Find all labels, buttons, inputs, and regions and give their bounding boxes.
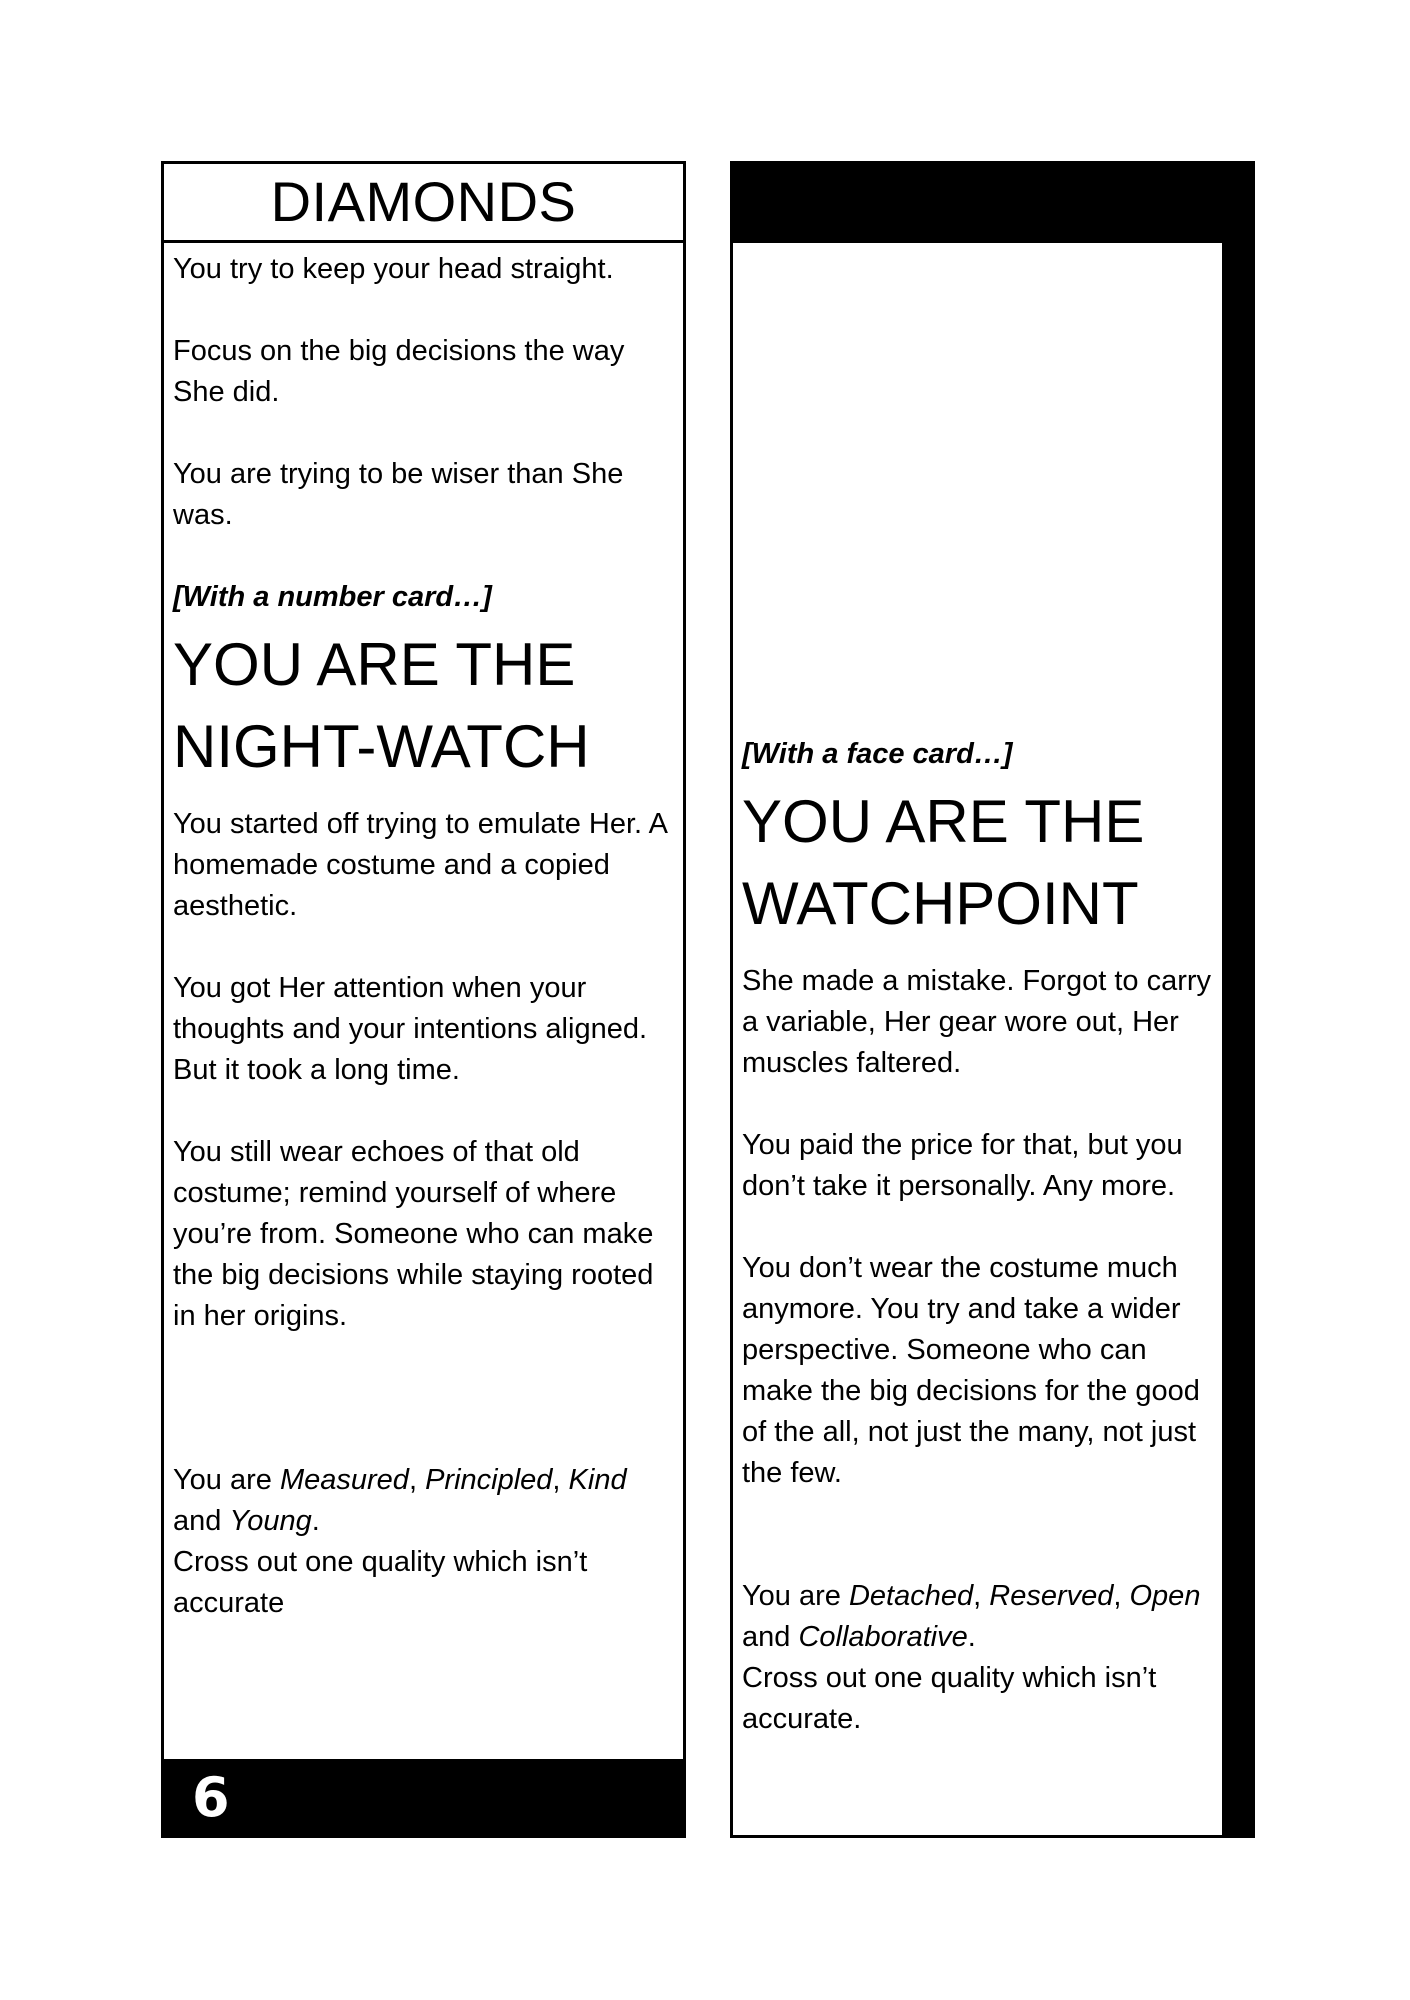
separator: ,: [1113, 1580, 1130, 1612]
diamonds-card: [161, 161, 686, 1838]
side-black-bar: [1222, 164, 1252, 1835]
intro-line-3: You are trying to be wiser than She was.: [173, 458, 624, 531]
qualities-prefix: You are: [742, 1580, 849, 1612]
quality-3: Kind: [568, 1464, 627, 1496]
qualities-line: [742, 1576, 1212, 1658]
paragraph-2: You got Her attention when your thoughts and your intentions aligned. But it took a long time.: [173, 972, 648, 1086]
quality-1: Detached: [848, 1580, 974, 1612]
face-card-condition: [With a face card…]: [742, 738, 1013, 770]
cross-out-instruction: Cross out one quality which isn’t accurate: [173, 1546, 588, 1619]
quality-2: Reserved: [989, 1580, 1114, 1612]
separator: ,: [973, 1580, 990, 1612]
heading-line-2: WATCHPOINT: [742, 870, 1139, 937]
card-body: [733, 734, 1222, 1740]
card-body: [164, 243, 683, 1624]
intro-line-1: You try to keep your head straight.: [173, 253, 614, 285]
heading-line-2: NIGHT-WATCH: [173, 713, 590, 780]
separator: ,: [408, 1464, 426, 1496]
quality-4: Young: [229, 1505, 312, 1537]
paragraph-1: You started off trying to emulate Her. A homemade costume and a copied aesthetic.: [173, 808, 667, 922]
period: .: [311, 1505, 320, 1537]
heading-line-1: YOU ARE THE: [742, 788, 1145, 855]
paragraph-2: You paid the price for that, but you don’t take it personally. Any more.: [742, 1129, 1183, 1202]
quality-4: Collaborative: [798, 1621, 968, 1653]
intro-line-2: Focus on the big decisions the way She did.: [173, 335, 625, 408]
quality-1: Measured: [279, 1464, 409, 1496]
paragraph-1: She made a mistake. Forgot to carry a variable, Her gear wore out, Her muscles faltered.: [742, 965, 1212, 1079]
and-word: and: [742, 1621, 799, 1653]
period: .: [967, 1621, 976, 1653]
paragraph-3: You don’t wear the costume much anymore. You try and take a wider perspective. Someone who can make the big decisions for the good of the all, not just the many, not just the few.: [742, 1252, 1200, 1489]
number-card-condition: [With a number card…]: [173, 581, 492, 613]
quality-3: Open: [1129, 1580, 1201, 1612]
quality-2: Principled: [425, 1464, 553, 1496]
night-watch-heading: [173, 624, 673, 788]
page-number-bar: [164, 1759, 683, 1835]
heading-line-1: YOU ARE THE: [173, 631, 576, 698]
and-word: and: [173, 1505, 230, 1537]
watchpoint-heading: [742, 781, 1212, 945]
qualities-line: [173, 1460, 673, 1542]
top-black-bar: [733, 164, 1252, 243]
qualities-prefix: You are: [173, 1464, 280, 1496]
page-number: 6: [192, 1765, 230, 1829]
watchpoint-card: [730, 161, 1255, 1838]
paragraph-3: You still wear echoes of that old costume; remind yourself of where you’re from. Someone who can make the big decisions while staying rooted in her origins.: [173, 1136, 654, 1332]
cross-out-instruction: Cross out one quality which isn’t accurate.: [742, 1662, 1157, 1735]
card-title: DIAMONDS: [164, 164, 683, 243]
separator: ,: [552, 1464, 569, 1496]
